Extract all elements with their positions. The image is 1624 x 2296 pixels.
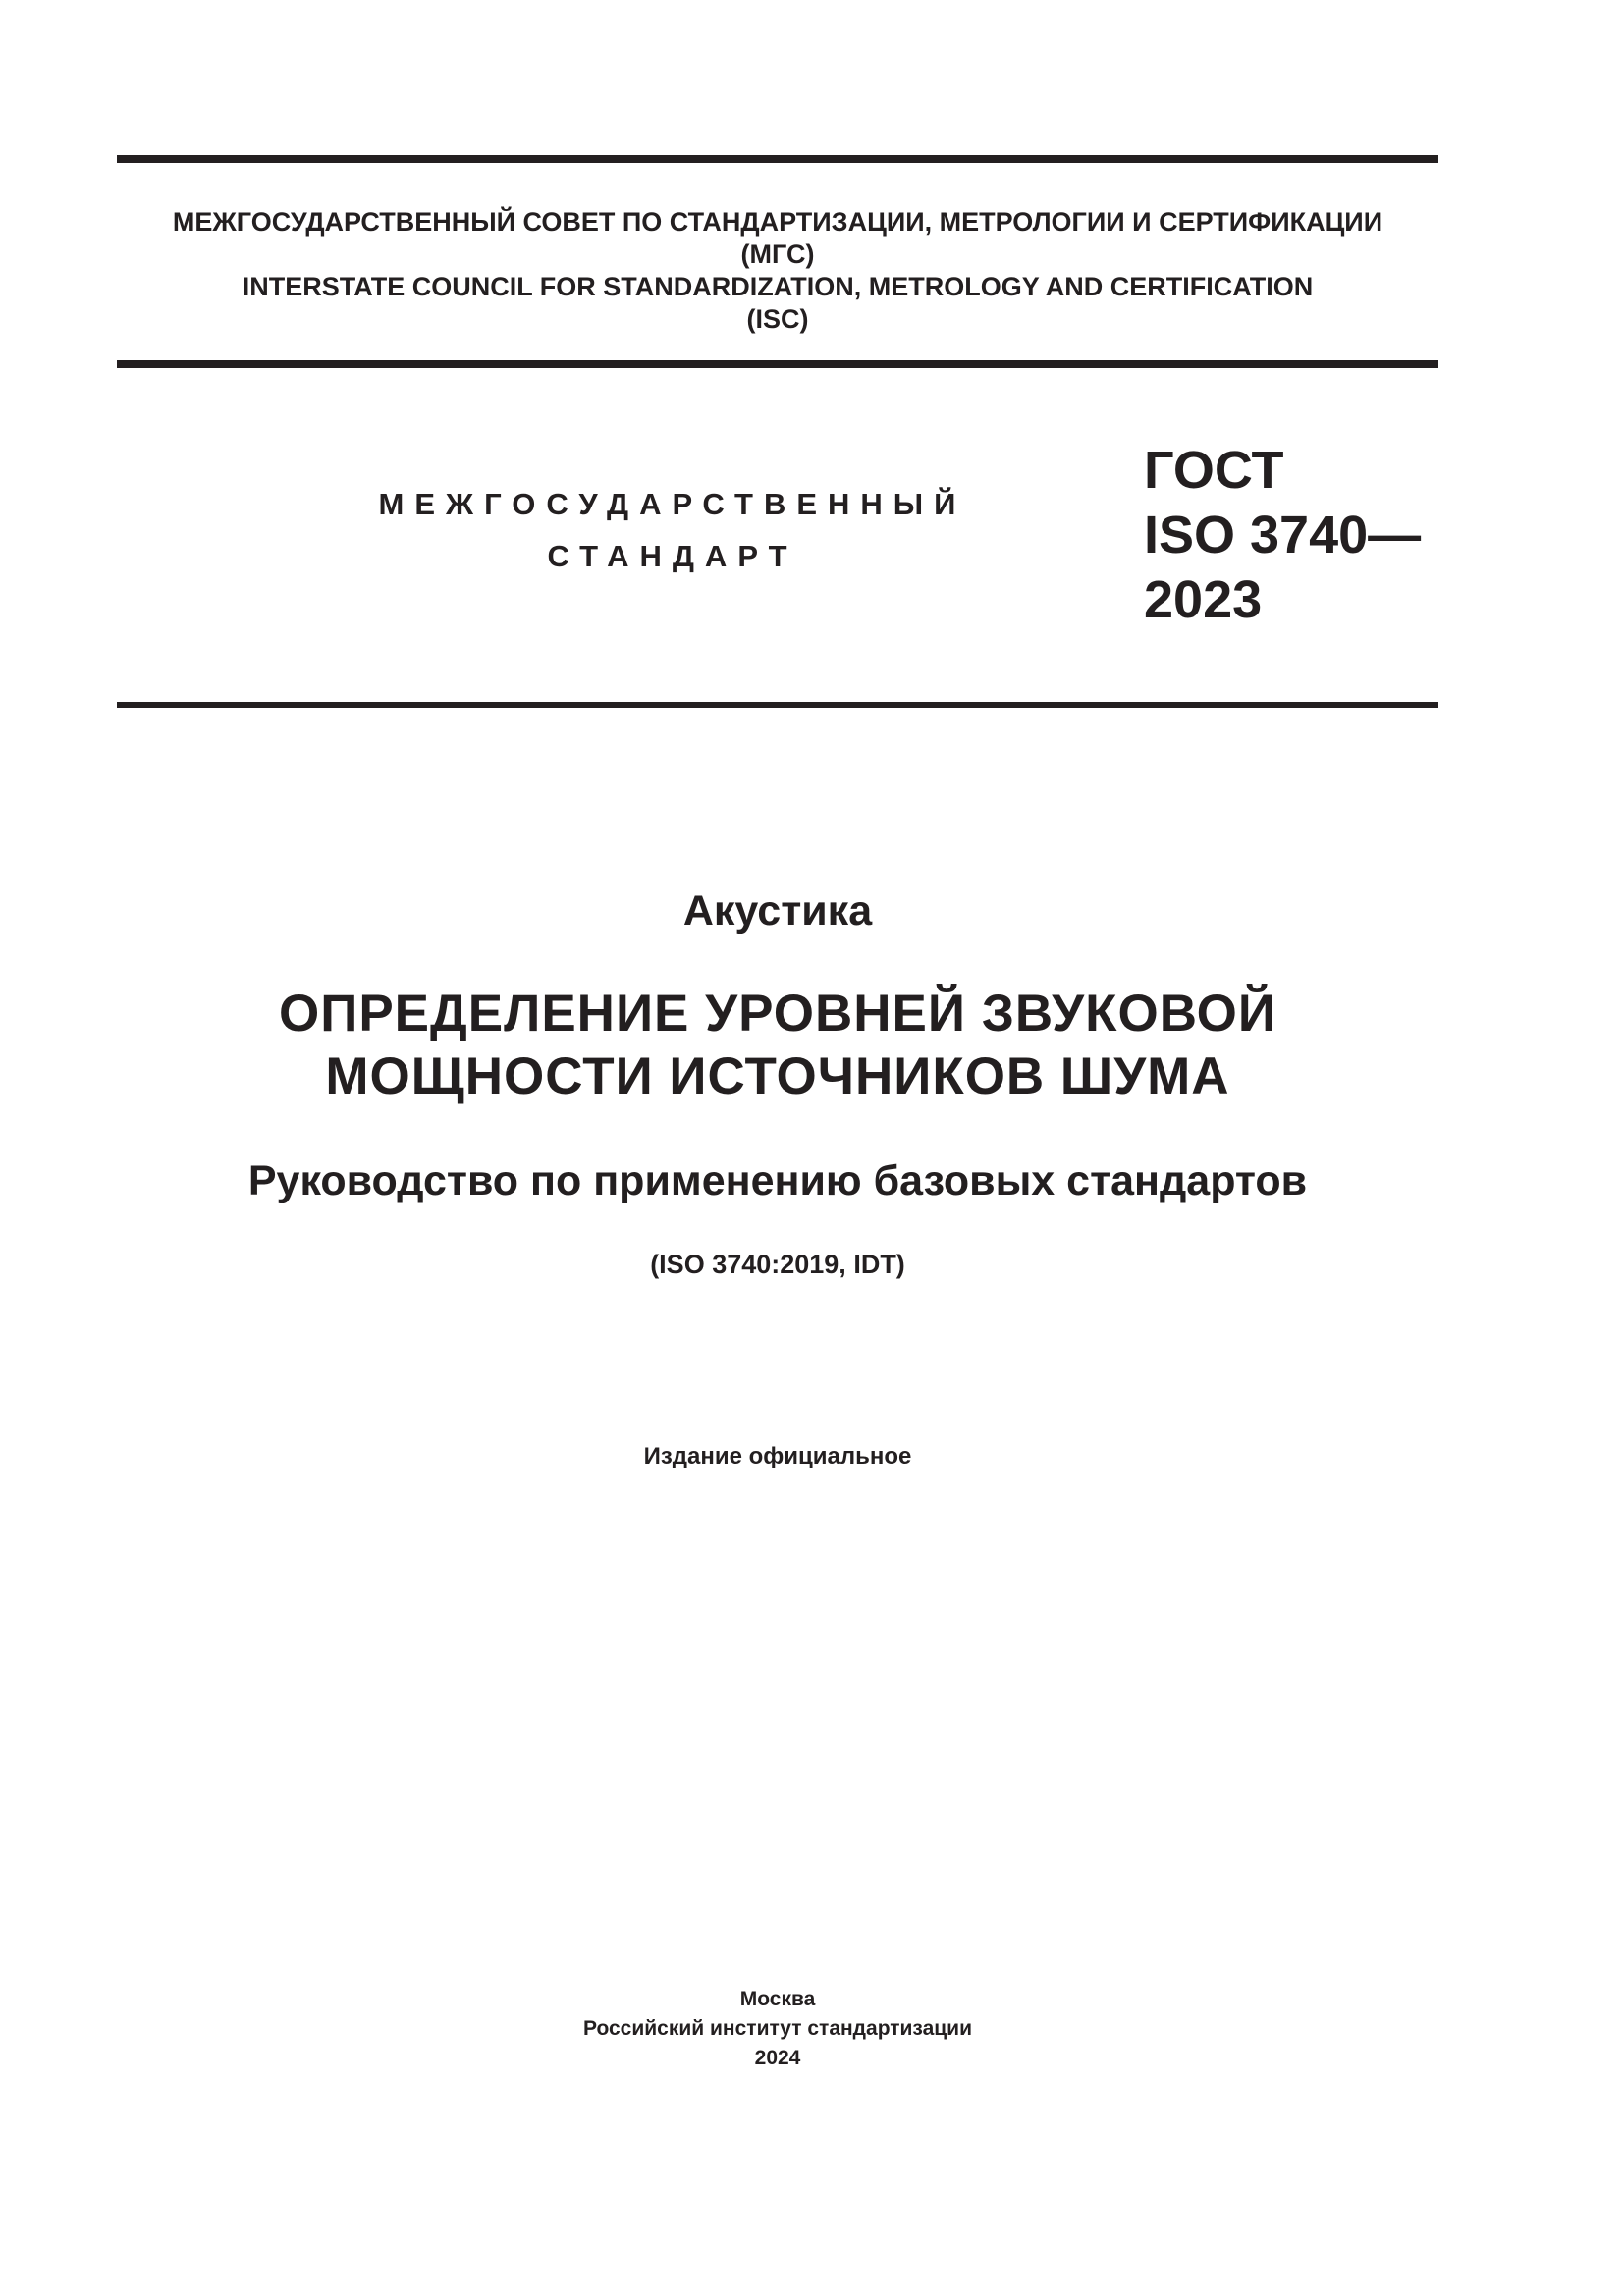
standard-kind-line-2: СТАНДАРТ (547, 539, 798, 573)
imprint-publisher: Российский институт стандартизации (582, 2017, 973, 2040)
council-name-en: INTERSTATE COUNCIL FOR STANDARDIZATION, METROLOGY AND CERTIFICATION (242, 272, 1314, 301)
standard-kind-line-1: МЕЖГОСУДАРСТВЕННЫЙ (378, 487, 967, 521)
imprint-year: 2024 (754, 2047, 801, 2069)
council-header (117, 206, 1438, 336)
designation-line-3: 2023 (1144, 570, 1263, 629)
council-abbr-en: (ISC) (746, 304, 809, 334)
imprint-city: Москва (739, 1988, 816, 2010)
designation-line-2: ISO 3740— (1144, 506, 1422, 564)
document-title-line-1: ОПРЕДЕЛЕНИЕ УРОВНЕЙ ЗВУКОВОЙ (279, 985, 1276, 1042)
top-rule (117, 155, 1438, 163)
council-bottom-rule (117, 360, 1438, 368)
standard-designation (1144, 438, 1421, 632)
iso-reference: (ISO 3740:2019, IDT) (650, 1250, 905, 1279)
subject-heading: Акустика (682, 887, 873, 934)
document-title (117, 983, 1438, 1108)
imprint (117, 1985, 1438, 2073)
document-subtitle: Руководство по применению базовых стандартов (247, 1157, 1308, 1204)
council-abbr-ru: (МГС) (740, 240, 815, 269)
designation-line-1: ГОСТ (1144, 441, 1284, 500)
document-title-line-2: МОЩНОСТИ ИСТОЧНИКОВ ШУМА (325, 1047, 1230, 1105)
edition-label: Издание официальное (643, 1443, 912, 1469)
council-name-ru: МЕЖГОСУДАРСТВЕННЫЙ СОВЕТ ПО СТАНДАРТИЗАЦИИ, МЕТРОЛОГИИ И СЕРТИФИКАЦИИ (172, 207, 1383, 237)
standard-kind (265, 478, 1080, 582)
designation-bottom-rule (117, 702, 1438, 708)
